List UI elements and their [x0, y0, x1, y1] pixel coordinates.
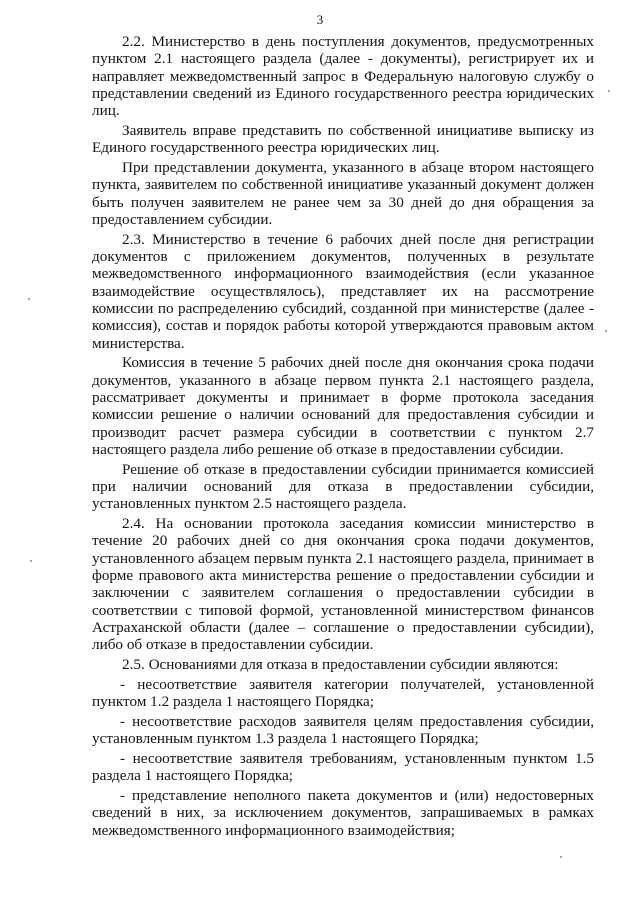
paragraph-2-5: 2.5. Основаниями для отказа в предоставлении субсидии являются:	[122, 655, 559, 673]
paragraph-2-4: 2.4. На основании протокола заседания комиссии министерство в течение 20 рабочих дней со дня окончания срока подачи документов, установленного абзацем первым пункта 2.1 настоящего раздела, принимает в форме правового акта министерства решение о предоставлении субсидии и заключении с заявителем соглашения о предоставлении субсидии в соответствии с типовой формой, установленной министерством финансов Астраханской области (далее – соглашение о предоставлении субсидии), либо об отказе в предоставлении субсидии.	[92, 515, 594, 654]
list-item: - несоответствие расходов заявителя целям предоставления субсидии, установленным пунктом 1.3 раздела 1 настоящего Порядка;	[92, 712, 594, 748]
paragraph-2-2: 2.2. Министерство в день поступления документов, предусмотренных пунктом 2.1 настоящего раздела (далее - документы), регистрирует их и направляет межведомственный запрос в Федеральную налоговую службу о представлении сведений из Единого государственного реестра юридических лиц.	[92, 33, 594, 120]
list-item: - представление неполного пакета документов и (или) недостоверных сведений в них, за исключением документов, запрашиваемых в рамках межведомственного информационного взаимодействия;	[92, 786, 594, 839]
scan-speck	[605, 330, 607, 332]
document-body	[92, 33, 594, 841]
paragraph-refusal-decision: Решение об отказе в предоставлении субсидии принимается комиссией при наличии оснований для отказа в предоставлении субсидии, установленных пунктом 2.5 настоящего раздела.	[92, 460, 594, 513]
paragraph-2-3: 2.3. Министерство в течение 6 рабочих дней после дня регистрации документов с приложением документов, полученных в результате межведомственного информационного взаимодействия (если указанное взаимодействие осуществлялось), представляет их на рассмотрение комиссии по распределению субсидий, созданной при министерстве (далее - комиссия), состав и порядок работы которой утверждаются правовым актом министерства.	[92, 230, 594, 352]
list-item: - несоответствие заявителя категории получателей, установленной пунктом 1.2 раздела 1 настоящего Порядка;	[92, 675, 594, 710]
page-number: 3	[316, 12, 324, 27]
scan-speck	[28, 298, 30, 300]
paragraph-applicant-extract: Заявитель вправе представить по собственной инициативе выписку из Единого государственного реестра юридических лиц.	[92, 121, 594, 157]
scan-speck	[560, 856, 562, 858]
paragraph-document-term: При представлении документа, указанного в абзаце втором настоящего пункта, заявителем по собственной инициативе указанный документ должен быть получен заявителем не ранее чем за 30 дней до дня обращения за предоставлением субсидии.	[92, 159, 594, 228]
scan-speck	[30, 560, 32, 562]
paragraph-commission-review: Комиссия в течение 5 рабочих дней после дня окончания срока подачи документов, указанного в абзаце первом пункта 2.1 настоящего раздела, рассматривает документы и принимает в форме протокола заседания комиссии решение о наличии оснований для предоставления субсидии и производит расчет размера субсидии в соответствии с пунктом 2.7 настоящего раздела либо решение об отказе в предоставлении субсидии.	[92, 354, 594, 458]
list-item: - несоответствие заявителя требованиям, установленным пунктом 1.5 раздела 1 настоящего Порядка;	[92, 749, 594, 785]
scan-speck	[608, 90, 610, 92]
